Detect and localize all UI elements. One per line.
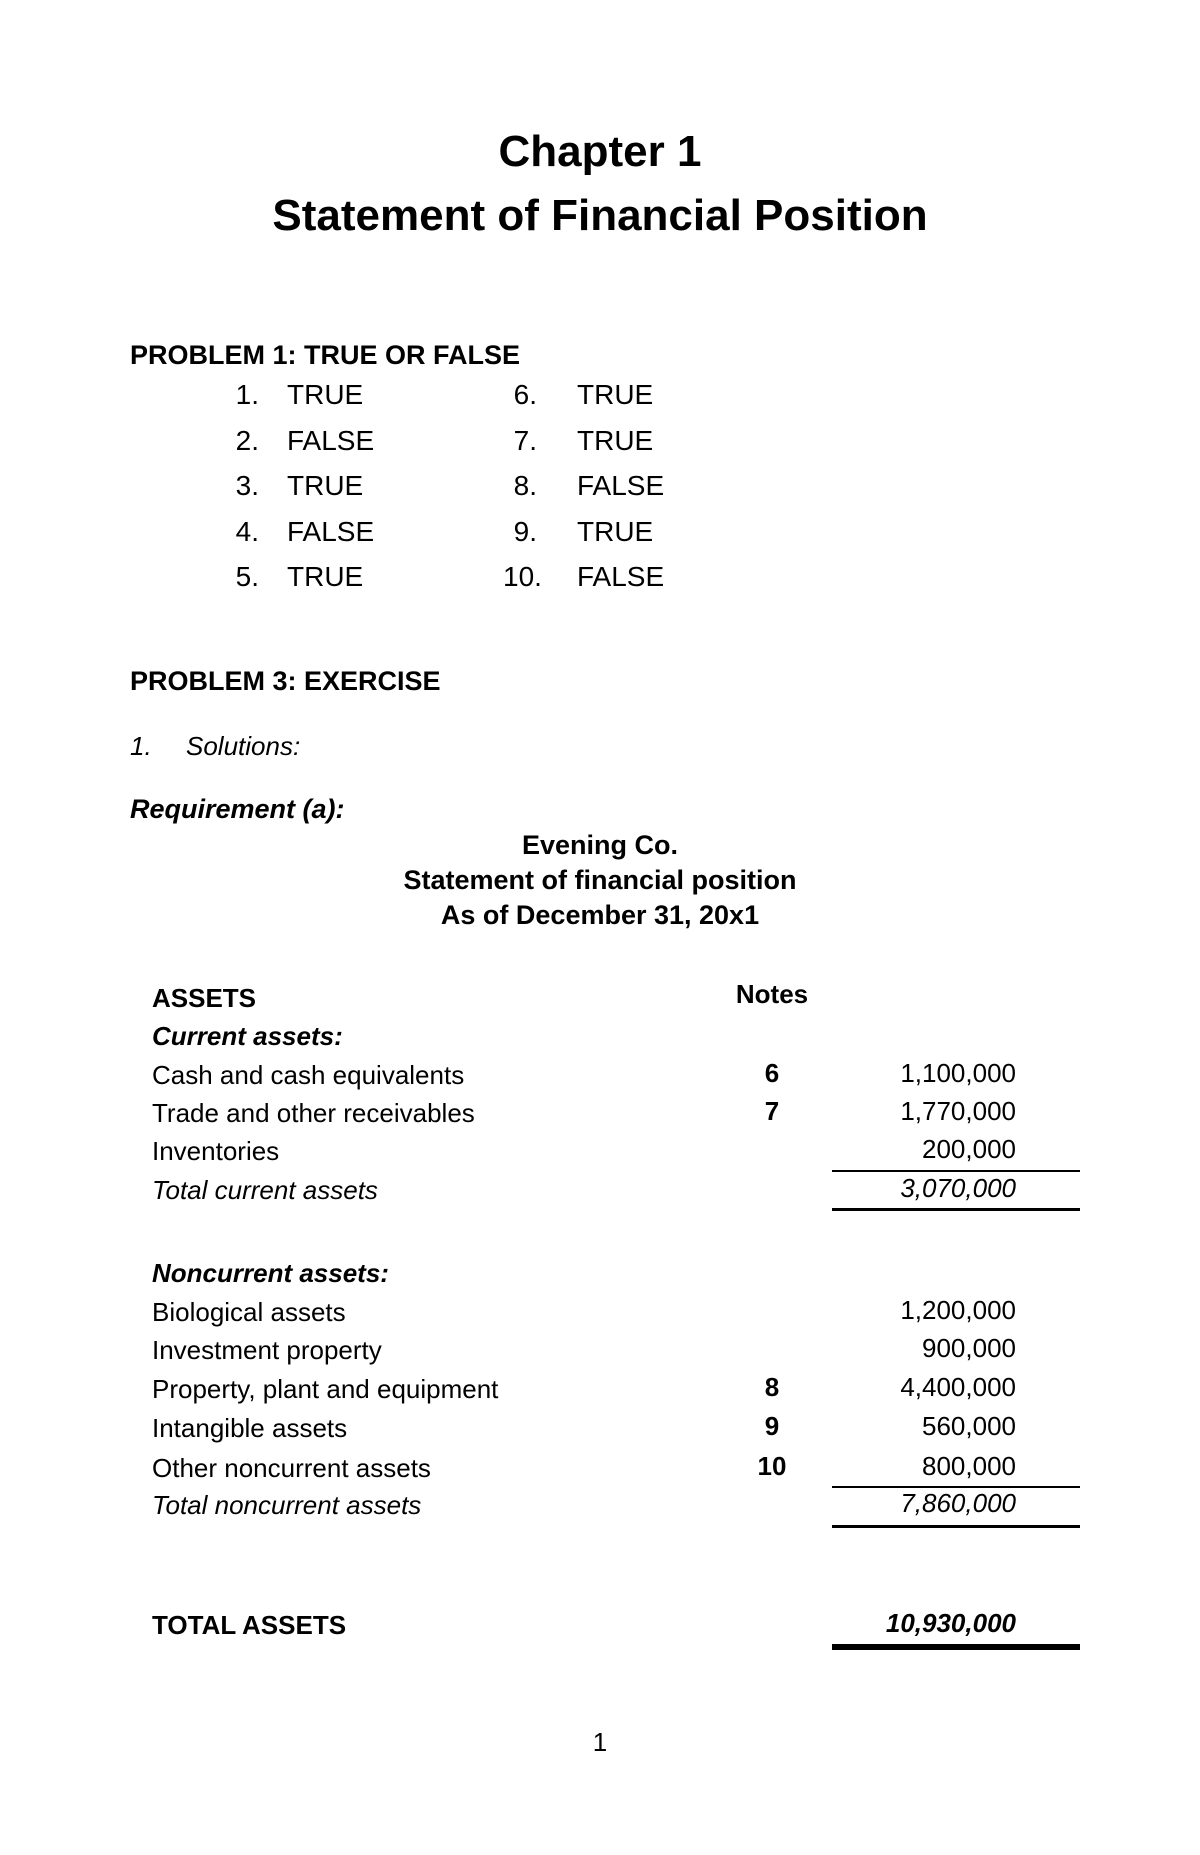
line-item-label: Property, plant and equipment [152, 1374, 499, 1404]
line-item-amount: 4,400,000 [900, 1372, 1016, 1402]
tf-number: 9. [513, 515, 537, 547]
table-row [152, 1413, 1082, 1449]
table-row [152, 1060, 1082, 1096]
tf-answer: FALSE [577, 470, 665, 501]
statement-title: Statement of financial position [403, 865, 797, 895]
statement-date: As of December 31, 20x1 [440, 900, 760, 930]
assets-header: ASSETS [152, 983, 257, 1013]
chapter-subtitle: Statement of Financial Position [272, 191, 928, 240]
tf-number: 2. [235, 424, 259, 456]
table-row [152, 1098, 1082, 1134]
total-assets-amount: 10,930,000 [885, 1608, 1016, 1638]
line-item-note: 9 [764, 1411, 780, 1441]
chapter-title: Chapter 1 [498, 127, 702, 176]
tf-answer: TRUE [577, 515, 654, 547]
line-item-label: Investment property [152, 1335, 382, 1365]
subtotal-rule [832, 1170, 1080, 1172]
total-current-label: Total current assets [152, 1175, 378, 1205]
line-item-label: Other noncurrent assets [152, 1453, 431, 1483]
line-item-amount: 200,000 [922, 1134, 1016, 1164]
tf-answer: TRUE [287, 561, 364, 592]
table-row [152, 1136, 1082, 1172]
line-item-amount: 1,200,000 [900, 1295, 1016, 1325]
total-assets-label: TOTAL ASSETS [152, 1610, 347, 1640]
page-number: 1 [592, 1727, 608, 1757]
line-item-label: Biological assets [152, 1297, 346, 1327]
tf-number: 6. [513, 379, 537, 410]
line-item-amount: 1,770,000 [900, 1096, 1016, 1126]
solutions-number: 1. [130, 731, 152, 761]
tf-answer: FALSE [577, 561, 665, 592]
line-item-note: 10 [757, 1451, 787, 1481]
company-name: Evening Co. [521, 830, 678, 860]
table-row [152, 1297, 1082, 1333]
noncurrent-assets-header: Noncurrent assets: [152, 1258, 389, 1288]
current-assets-header: Current assets: [152, 1021, 343, 1051]
total-noncurrent-row [152, 1490, 1082, 1526]
line-item-note: 8 [764, 1372, 780, 1402]
total-noncurrent-label: Total noncurrent assets [152, 1490, 422, 1520]
tf-answer: TRUE [287, 379, 364, 410]
grand-total-rule [832, 1644, 1080, 1650]
requirement-label: Requirement (a): [130, 794, 345, 824]
line-item-label: Cash and cash equivalents [152, 1060, 465, 1090]
current-assets-header-row [152, 1021, 1082, 1057]
tf-answer: FALSE [287, 424, 375, 456]
tf-answer: TRUE [287, 470, 364, 501]
tf-number: 7. [513, 424, 537, 456]
line-item-amount: 800,000 [922, 1451, 1016, 1481]
tf-number: 8. [513, 470, 537, 501]
table-row [152, 1335, 1082, 1371]
total-rule [832, 1208, 1080, 1211]
line-item-amount: 1,100,000 [900, 1058, 1016, 1088]
line-item-label: Trade and other receivables [152, 1098, 475, 1128]
line-item-note: 7 [764, 1096, 780, 1126]
statement-header [0, 828, 1200, 933]
table-row [152, 1453, 1082, 1489]
page-title [0, 120, 1200, 248]
problem1-heading: PROBLEM 1: TRUE OR FALSE [130, 340, 521, 370]
line-item-label: Inventories [152, 1136, 280, 1166]
assets-header-row [152, 979, 1082, 1019]
noncurrent-assets-header-row [152, 1258, 1082, 1294]
total-current-amount: 3,070,000 [900, 1173, 1016, 1203]
total-current-row [152, 1175, 1082, 1211]
tf-number: 3. [235, 470, 259, 501]
table-row [152, 1374, 1082, 1410]
total-rule [832, 1525, 1080, 1528]
tf-number: 5. [235, 561, 259, 592]
solutions-line [130, 731, 300, 762]
line-item-note: 6 [764, 1058, 780, 1088]
tf-answer: TRUE [577, 424, 654, 456]
line-item-amount: 560,000 [922, 1411, 1016, 1441]
problem3-heading: PROBLEM 3: EXERCISE [130, 666, 441, 696]
solutions-label: Solutions: [186, 731, 301, 761]
notes-header: Notes [735, 979, 809, 1009]
tf-answer: FALSE [287, 515, 375, 547]
tf-number: 1. [235, 379, 259, 410]
total-noncurrent-amount: 7,860,000 [900, 1488, 1016, 1518]
tf-number: 10. [503, 561, 542, 592]
total-assets-row [152, 1610, 1082, 1646]
line-item-label: Intangible assets [152, 1413, 348, 1443]
tf-number: 4. [235, 515, 259, 547]
line-item-amount: 900,000 [922, 1333, 1016, 1363]
tf-answer: TRUE [577, 379, 654, 410]
